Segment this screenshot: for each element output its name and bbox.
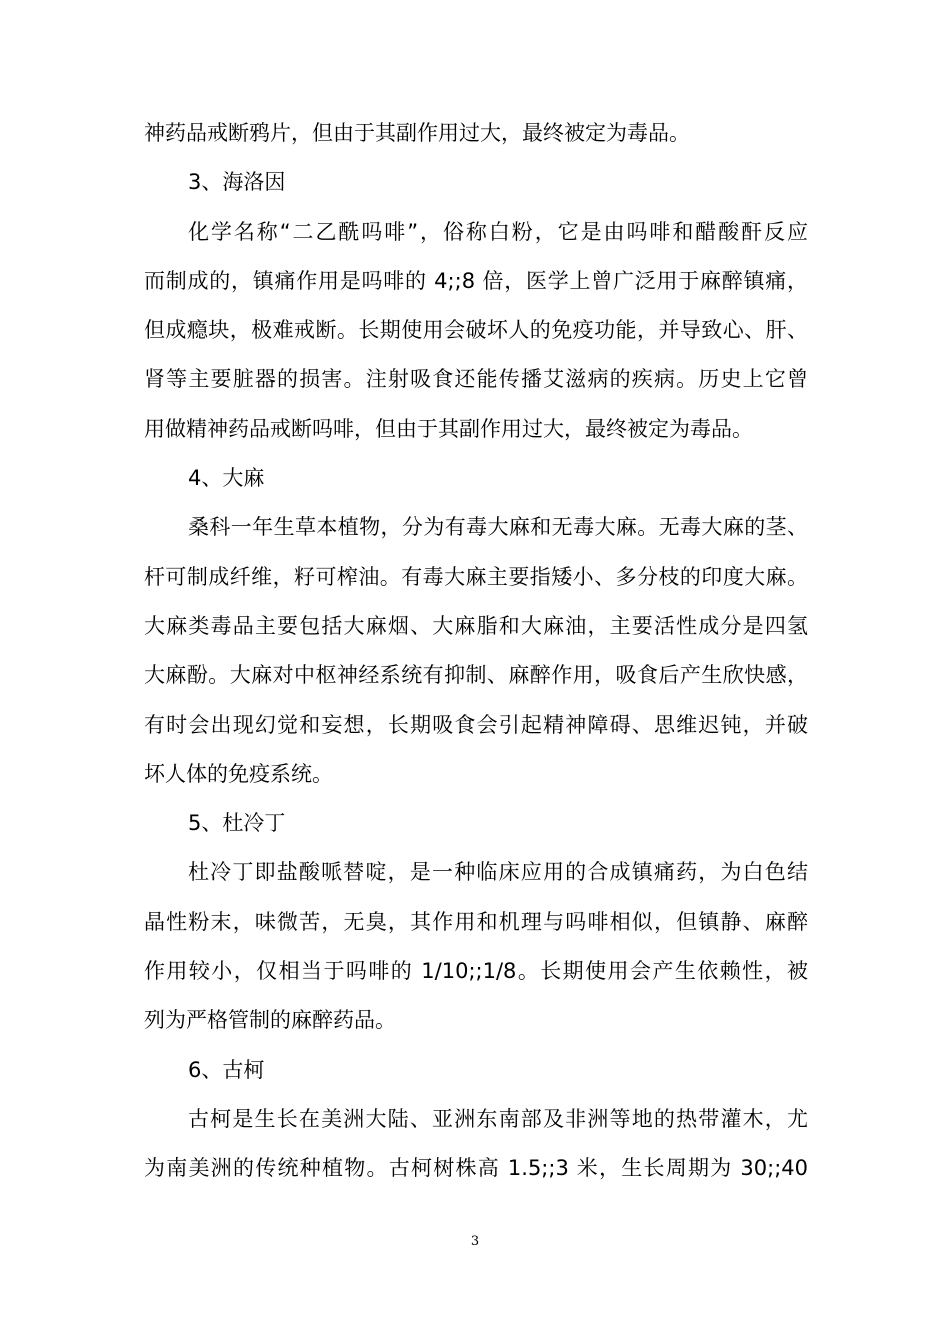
text-line: 化学名称“二乙酰吗啡”，俗称白粉，它是由吗啡和醋酸酐反应 <box>188 219 808 244</box>
text-line: 列为严格管制的麻醉药品。 <box>144 1008 396 1033</box>
text-line: 肾等主要脏器的损害。注射吸食还能传播艾滋病的疾病。历史上它曾 <box>144 367 808 392</box>
section-heading-cannabis: 4、大麻 <box>188 466 265 491</box>
text-line: 古柯是生长在美洲大陆、亚洲东南部及非洲等地的热带灌木，尤 <box>188 1106 808 1131</box>
section-heading-coca: 6、古柯 <box>188 1057 265 1082</box>
text-line: 用做精神药品戒断吗啡，但由于其副作用过大，最终被定为毒品。 <box>144 416 753 441</box>
section-heading-pethidine: 5、杜冷丁 <box>188 811 286 836</box>
text-line: 杆可制成纤维，籽可榨油。有毒大麻主要指矮小、多分枝的印度大麻。 <box>144 564 808 589</box>
text-line: 晶性粉末，味微苦，无臭，其作用和机理与吗啡相似，但镇静、麻醉 <box>144 909 808 934</box>
text-line: 大麻酚。大麻对中枢神经系统有抑制、麻醉作用，吸食后产生欣快感， <box>144 663 808 688</box>
text-line: 为南美洲的传统种植物。古柯树株高 1.5;;3 米，生长周期为 30;;40 <box>144 1156 808 1181</box>
text-line: 而制成的，镇痛作用是吗啡的 4;;8 倍，医学上曾广泛用于麻醉镇痛， <box>144 268 808 293</box>
document-body <box>144 109 808 1194</box>
text-line: 但成瘾块，极难戒断。长期使用会破坏人的免疫功能，并导致心、肝、 <box>144 318 808 343</box>
text-line: 桑科一年生草本植物，分为有毒大麻和无毒大麻。无毒大麻的茎、 <box>188 515 808 540</box>
text-line: 大麻类毒品主要包括大麻烟、大麻脂和大麻油，主要活性成分是四氢 <box>144 613 808 638</box>
section-heading-heroin: 3、海洛因 <box>188 170 286 195</box>
text-line: 有时会出现幻觉和妄想，长期吸食会引起精神障碍、思维迟钝，并破 <box>144 712 808 737</box>
text-line: 作用较小，仅相当于吗啡的 1/10;;1/8。长期使用会产生依赖性，被 <box>144 959 808 984</box>
text-line: 杜冷丁即盐酸哌替啶，是一种临床应用的合成镇痛药，为白色结 <box>188 860 808 885</box>
text-line: 坏人体的免疫系统。 <box>144 761 333 786</box>
page-number: 3 <box>470 1234 480 1249</box>
text-line: 神药品戒断鸦片，但由于其副作用过大，最终被定为毒品。 <box>144 121 690 145</box>
